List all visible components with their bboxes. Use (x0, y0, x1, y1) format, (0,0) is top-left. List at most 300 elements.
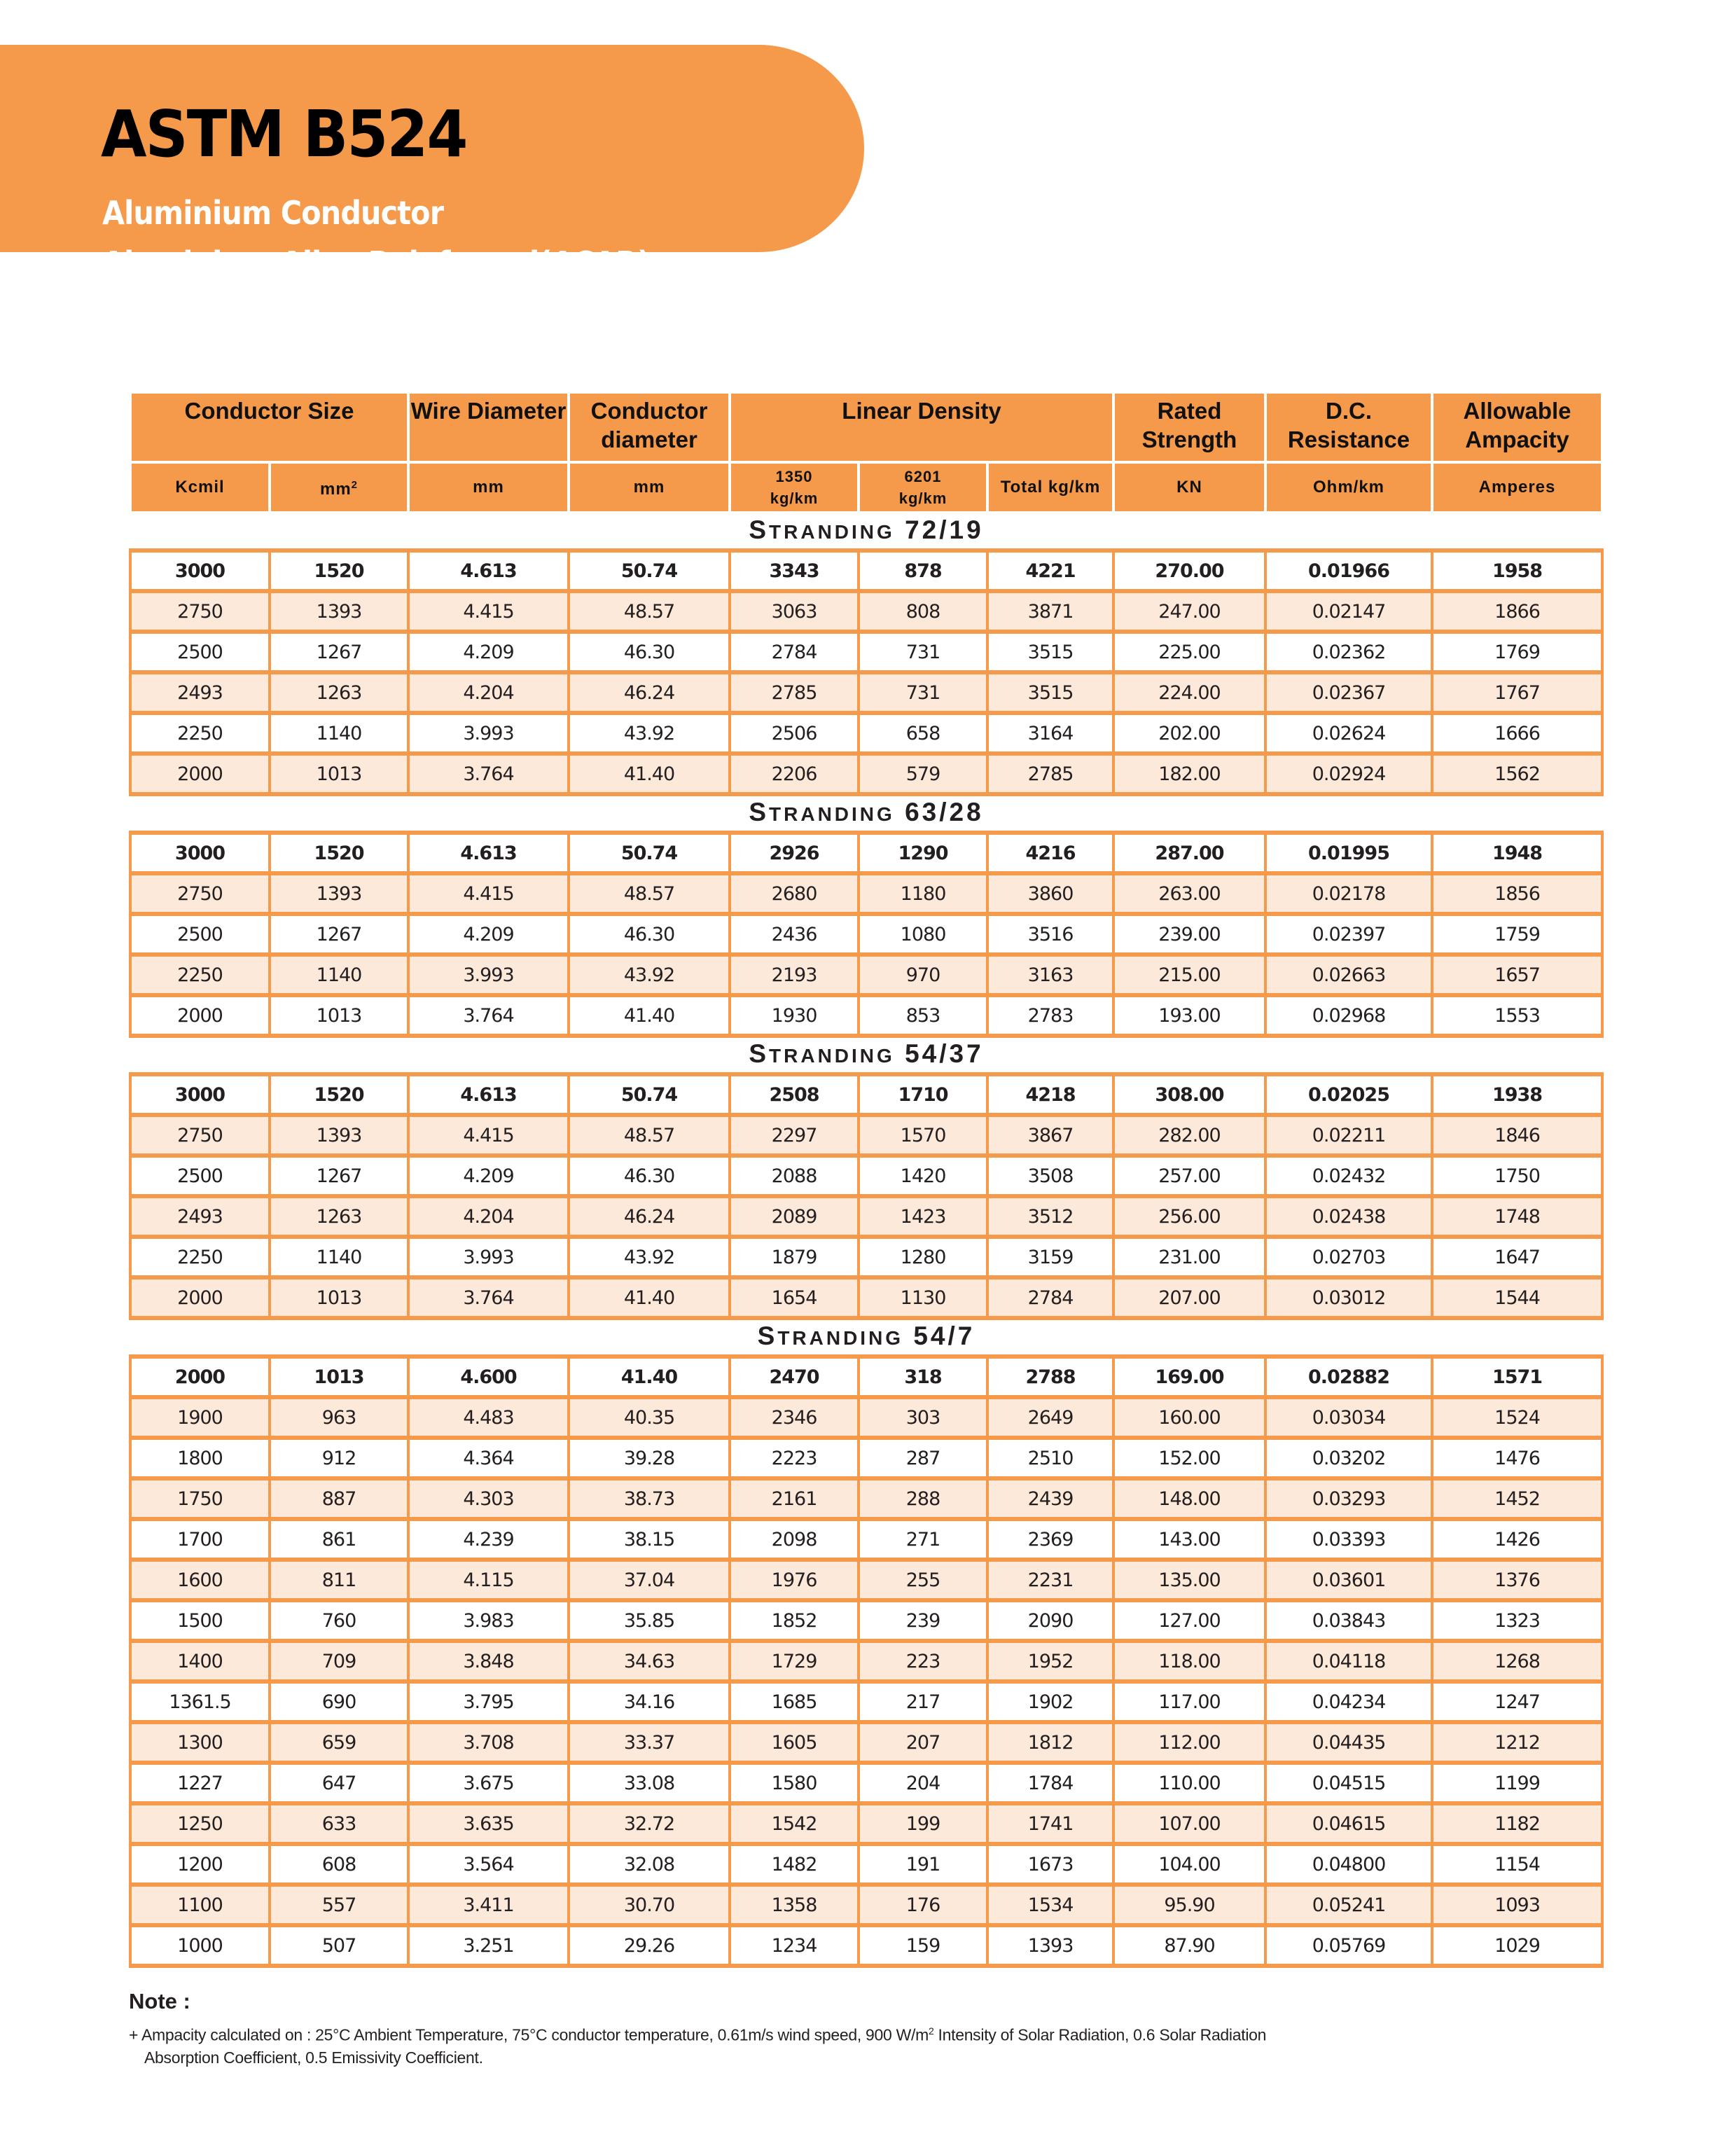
cell-dc-resistance: 0.02624 (1265, 713, 1432, 754)
cell-density-1350: 1976 (730, 1560, 859, 1600)
cell-mm2: 633 (270, 1803, 408, 1844)
cell-ampacity: 1199 (1432, 1763, 1602, 1803)
cell-conductor-diameter: 50.74 (569, 1074, 730, 1115)
cell-ampacity: 1750 (1432, 1156, 1602, 1196)
stranding-label-word: TRANDING (777, 1327, 904, 1349)
cell-density-total: 4218 (987, 1074, 1113, 1115)
stranding-label (130, 1318, 1602, 1357)
cell-ampacity: 1247 (1432, 1681, 1602, 1722)
cell-kcmil: 3000 (130, 833, 270, 873)
cell-mm2: 1267 (270, 632, 408, 672)
unit-kcmil: Kcmil (130, 462, 270, 513)
cell-ampacity: 1759 (1432, 914, 1602, 955)
cell-density-1350: 1605 (730, 1722, 859, 1763)
table-row (130, 1438, 1602, 1478)
cell-density-total: 3860 (987, 873, 1113, 914)
cell-wire-diameter: 3.411 (408, 1885, 569, 1925)
table-row (130, 955, 1602, 995)
cell-density-1350: 2223 (730, 1438, 859, 1478)
cell-density-1350: 2470 (730, 1357, 859, 1397)
stranding-label-initial: S (749, 515, 770, 544)
cell-ampacity: 1748 (1432, 1196, 1602, 1237)
unit-ohm: Ohm/km (1265, 462, 1432, 513)
cell-kcmil: 2750 (130, 591, 270, 632)
cell-density-1350: 1580 (730, 1763, 859, 1803)
cell-wire-diameter: 3.993 (408, 713, 569, 754)
cell-density-total: 3516 (987, 914, 1113, 955)
cell-density-1350: 2193 (730, 955, 859, 995)
table-row (130, 754, 1602, 794)
cell-wire-diameter: 4.204 (408, 672, 569, 713)
cell-conductor-diameter: 39.28 (569, 1438, 730, 1478)
cell-conductor-diameter: 48.57 (569, 1115, 730, 1156)
cell-density-1350: 2785 (730, 672, 859, 713)
cell-density-total: 2090 (987, 1600, 1113, 1641)
title-banner (0, 45, 864, 282)
stranding-label-number: 54/7 (913, 1322, 975, 1350)
cell-ampacity: 1154 (1432, 1844, 1602, 1885)
cell-conductor-diameter: 37.04 (569, 1560, 730, 1600)
cell-dc-resistance: 0.04435 (1265, 1722, 1432, 1763)
cell-dc-resistance: 0.03034 (1265, 1397, 1432, 1438)
cell-conductor-diameter: 32.08 (569, 1844, 730, 1885)
cell-dc-resistance: 0.02968 (1265, 995, 1432, 1036)
cell-ampacity: 1323 (1432, 1600, 1602, 1641)
cell-density-6201: 731 (859, 632, 987, 672)
cell-rated-strength: 118.00 (1113, 1641, 1265, 1681)
cell-conductor-diameter: 41.40 (569, 1277, 730, 1318)
page-title: ASTM B524 (101, 97, 467, 172)
table-row (130, 1196, 1602, 1237)
cell-ampacity: 1376 (1432, 1560, 1602, 1600)
cell-conductor-diameter: 33.37 (569, 1722, 730, 1763)
cell-rated-strength: 160.00 (1113, 1397, 1265, 1438)
cell-conductor-diameter: 46.30 (569, 632, 730, 672)
table-row (130, 1844, 1602, 1885)
cell-ampacity: 1846 (1432, 1115, 1602, 1156)
unit-1350-bottom: kg/km (770, 490, 819, 507)
table-row (130, 873, 1602, 914)
cell-rated-strength: 247.00 (1113, 591, 1265, 632)
cell-density-6201: 579 (859, 754, 987, 794)
cell-mm2: 507 (270, 1925, 408, 1966)
cell-density-total: 1902 (987, 1681, 1113, 1722)
stranding-label-word: TRANDING (769, 803, 895, 825)
cell-density-1350: 2436 (730, 914, 859, 955)
cell-mm2: 709 (270, 1641, 408, 1681)
cell-density-1350: 1930 (730, 995, 859, 1036)
cell-density-1350: 1729 (730, 1641, 859, 1681)
cell-rated-strength: 182.00 (1113, 754, 1265, 794)
cell-dc-resistance: 0.02397 (1265, 914, 1432, 955)
cell-rated-strength: 117.00 (1113, 1681, 1265, 1722)
cell-ampacity: 1524 (1432, 1397, 1602, 1438)
cell-conductor-diameter: 34.16 (569, 1681, 730, 1722)
stranding-label-initial: S (757, 1322, 778, 1350)
cell-density-6201: 1180 (859, 873, 987, 914)
cell-conductor-diameter: 38.73 (569, 1478, 730, 1519)
cell-density-1350: 2161 (730, 1478, 859, 1519)
cell-ampacity: 1544 (1432, 1277, 1602, 1318)
unit-conductor-mm: mm (569, 462, 730, 513)
unit-wire-mm: mm (408, 462, 569, 513)
cell-density-total: 3163 (987, 955, 1113, 995)
cell-kcmil: 1361.5 (130, 1681, 270, 1722)
cell-dc-resistance: 0.05769 (1265, 1925, 1432, 1966)
cell-density-6201: 318 (859, 1357, 987, 1397)
cell-kcmil: 2000 (130, 995, 270, 1036)
cell-density-total: 2369 (987, 1519, 1113, 1560)
unit-total: Total kg/km (987, 462, 1113, 513)
cell-mm2: 760 (270, 1600, 408, 1641)
cell-kcmil: 2000 (130, 754, 270, 794)
cell-density-total: 3515 (987, 672, 1113, 713)
cell-rated-strength: 225.00 (1113, 632, 1265, 672)
cell-ampacity: 1657 (1432, 955, 1602, 995)
cell-dc-resistance: 0.05241 (1265, 1885, 1432, 1925)
cell-rated-strength: 270.00 (1113, 550, 1265, 591)
cell-kcmil: 3000 (130, 1074, 270, 1115)
table-row (130, 1681, 1602, 1722)
cell-density-6201: 204 (859, 1763, 987, 1803)
cell-density-1350: 2297 (730, 1115, 859, 1156)
stranding-label-initial: S (749, 798, 770, 826)
cell-rated-strength: 308.00 (1113, 1074, 1265, 1115)
cell-density-1350: 2346 (730, 1397, 859, 1438)
cell-kcmil: 1400 (130, 1641, 270, 1681)
cell-density-total: 2510 (987, 1438, 1113, 1478)
cell-dc-resistance: 0.01995 (1265, 833, 1432, 873)
cell-density-total: 3867 (987, 1115, 1113, 1156)
cell-rated-strength: 224.00 (1113, 672, 1265, 713)
cell-conductor-diameter: 33.08 (569, 1763, 730, 1803)
cell-kcmil: 2000 (130, 1357, 270, 1397)
cell-density-total: 1393 (987, 1925, 1113, 1966)
cell-density-1350: 3063 (730, 591, 859, 632)
cell-ampacity: 1562 (1432, 754, 1602, 794)
cell-rated-strength: 104.00 (1113, 1844, 1265, 1885)
cell-dc-resistance: 0.03393 (1265, 1519, 1432, 1560)
cell-conductor-diameter: 43.92 (569, 1237, 730, 1277)
cell-dc-resistance: 0.02211 (1265, 1115, 1432, 1156)
cell-conductor-diameter: 29.26 (569, 1925, 730, 1966)
cell-mm2: 1140 (270, 1237, 408, 1277)
table-row (130, 1722, 1602, 1763)
cell-density-6201: 255 (859, 1560, 987, 1600)
cell-kcmil: 1750 (130, 1478, 270, 1519)
cell-wire-diameter: 4.115 (408, 1560, 569, 1600)
cell-density-6201: 1280 (859, 1237, 987, 1277)
cell-dc-resistance: 0.02362 (1265, 632, 1432, 672)
note-title: Note : (129, 1989, 190, 2013)
header-row-units (130, 462, 1602, 513)
cell-rated-strength: 239.00 (1113, 914, 1265, 955)
cell-rated-strength: 231.00 (1113, 1237, 1265, 1277)
cell-ampacity: 1666 (1432, 713, 1602, 754)
cell-rated-strength: 95.90 (1113, 1885, 1265, 1925)
stranding-section-header (130, 513, 1602, 550)
cell-density-1350: 2089 (730, 1196, 859, 1237)
note-line1-sup: 2 (928, 2025, 934, 2037)
cell-kcmil: 2500 (130, 914, 270, 955)
cell-wire-diameter: 4.239 (408, 1519, 569, 1560)
cell-density-6201: 159 (859, 1925, 987, 1966)
cell-ampacity: 1948 (1432, 833, 1602, 873)
cell-rated-strength: 215.00 (1113, 955, 1265, 995)
cell-rated-strength: 152.00 (1113, 1438, 1265, 1478)
cell-kcmil: 1000 (130, 1925, 270, 1966)
header-row-groups (130, 392, 1602, 462)
cell-density-6201: 239 (859, 1600, 987, 1641)
cell-mm2: 1013 (270, 754, 408, 794)
unit-mm2-base: mm (319, 480, 352, 499)
cell-density-total: 1534 (987, 1885, 1113, 1925)
table-row (130, 1560, 1602, 1600)
cell-ampacity: 1268 (1432, 1641, 1602, 1681)
cell-density-6201: 191 (859, 1844, 987, 1885)
cell-ampacity: 1769 (1432, 632, 1602, 672)
cell-ampacity: 1958 (1432, 550, 1602, 591)
header-conductor-diameter: Conductor diameter (569, 392, 730, 462)
cell-kcmil: 2250 (130, 1237, 270, 1277)
cell-density-total: 2788 (987, 1357, 1113, 1397)
cell-kcmil: 2500 (130, 1156, 270, 1196)
cell-conductor-diameter: 48.57 (569, 873, 730, 914)
cell-dc-resistance: 0.02703 (1265, 1237, 1432, 1277)
cell-conductor-diameter: 41.40 (569, 754, 730, 794)
cell-dc-resistance: 0.04800 (1265, 1844, 1432, 1885)
cell-mm2: 1520 (270, 833, 408, 873)
cell-mm2: 912 (270, 1438, 408, 1478)
cell-rated-strength: 202.00 (1113, 713, 1265, 754)
cell-wire-diameter: 4.303 (408, 1478, 569, 1519)
cell-wire-diameter: 4.613 (408, 550, 569, 591)
cell-ampacity: 1553 (1432, 995, 1602, 1036)
cell-density-6201: 1130 (859, 1277, 987, 1318)
header-allowable-ampacity: Allowable Ampacity (1432, 392, 1602, 462)
cell-density-total: 2231 (987, 1560, 1113, 1600)
cell-dc-resistance: 0.03202 (1265, 1438, 1432, 1478)
cell-rated-strength: 256.00 (1113, 1196, 1265, 1237)
stranding-label (130, 1036, 1602, 1074)
cell-density-6201: 223 (859, 1641, 987, 1681)
cell-mm2: 1013 (270, 1357, 408, 1397)
cell-density-1350: 2926 (730, 833, 859, 873)
header-linear-density: Linear Density (730, 392, 1113, 462)
cell-density-1350: 2506 (730, 713, 859, 754)
cell-wire-diameter: 3.675 (408, 1763, 569, 1803)
cell-density-1350: 1358 (730, 1885, 859, 1925)
cell-density-6201: 303 (859, 1397, 987, 1438)
table-row (130, 550, 1602, 591)
specification-table (129, 391, 1601, 1968)
table-row (130, 1074, 1602, 1115)
header-rated-strength: Rated Strength (1113, 392, 1265, 462)
cell-density-6201: 808 (859, 591, 987, 632)
cell-mm2: 1520 (270, 1074, 408, 1115)
stranding-label-initial: S (749, 1039, 770, 1068)
note-line2: Absorption Coefficient, 0.5 Emissivity Coefficient. (144, 2048, 483, 2067)
cell-dc-resistance: 0.04515 (1265, 1763, 1432, 1803)
cell-rated-strength: 107.00 (1113, 1803, 1265, 1844)
cell-wire-diameter: 3.764 (408, 995, 569, 1036)
cell-rated-strength: 169.00 (1113, 1357, 1265, 1397)
cell-density-6201: 853 (859, 995, 987, 1036)
cell-kcmil: 3000 (130, 550, 270, 591)
cell-kcmil: 2750 (130, 873, 270, 914)
cell-mm2: 1393 (270, 591, 408, 632)
cell-wire-diameter: 3.764 (408, 754, 569, 794)
cell-rated-strength: 135.00 (1113, 1560, 1265, 1600)
cell-wire-diameter: 3.983 (408, 1600, 569, 1641)
cell-mm2: 690 (270, 1681, 408, 1722)
cell-wire-diameter: 4.364 (408, 1438, 569, 1478)
cell-mm2: 887 (270, 1478, 408, 1519)
cell-ampacity: 1426 (1432, 1519, 1602, 1560)
cell-density-6201: 1290 (859, 833, 987, 873)
cell-density-1350: 1654 (730, 1277, 859, 1318)
cell-dc-resistance: 0.04118 (1265, 1641, 1432, 1681)
cell-density-total: 4216 (987, 833, 1113, 873)
cell-density-6201: 1710 (859, 1074, 987, 1115)
cell-density-1350: 3343 (730, 550, 859, 591)
unit-6201 (859, 462, 987, 513)
stranding-label-number: 72/19 (905, 515, 984, 544)
table-row (130, 1519, 1602, 1560)
cell-conductor-diameter: 46.24 (569, 672, 730, 713)
unit-6201-bottom: kg/km (898, 490, 947, 507)
cell-kcmil: 2500 (130, 632, 270, 672)
cell-conductor-diameter: 50.74 (569, 833, 730, 873)
unit-mm2 (270, 462, 408, 513)
table-row (130, 914, 1602, 955)
cell-density-6201: 731 (859, 672, 987, 713)
table-row (130, 1397, 1602, 1438)
note-section (129, 1988, 1599, 2069)
cell-density-total: 3159 (987, 1237, 1113, 1277)
cell-density-total: 1673 (987, 1844, 1113, 1885)
table-body (130, 513, 1602, 1966)
cell-mm2: 1140 (270, 955, 408, 995)
cell-mm2: 1393 (270, 873, 408, 914)
cell-rated-strength: 263.00 (1113, 873, 1265, 914)
table-row (130, 1277, 1602, 1318)
cell-wire-diameter: 3.993 (408, 955, 569, 995)
cell-ampacity: 1093 (1432, 1885, 1602, 1925)
cell-conductor-diameter: 43.92 (569, 955, 730, 995)
cell-density-1350: 2508 (730, 1074, 859, 1115)
cell-wire-diameter: 4.209 (408, 632, 569, 672)
cell-conductor-diameter: 38.15 (569, 1519, 730, 1560)
cell-kcmil: 1600 (130, 1560, 270, 1600)
cell-wire-diameter: 4.483 (408, 1397, 569, 1438)
cell-kcmil: 2493 (130, 672, 270, 713)
cell-rated-strength: 87.90 (1113, 1925, 1265, 1966)
table-row (130, 1478, 1602, 1519)
cell-wire-diameter: 4.613 (408, 1074, 569, 1115)
header-wire-diameter: Wire Diameter (408, 392, 569, 462)
cell-ampacity: 1452 (1432, 1478, 1602, 1519)
cell-wire-diameter: 4.415 (408, 1115, 569, 1156)
cell-density-6201: 1423 (859, 1196, 987, 1237)
cell-ampacity: 1029 (1432, 1925, 1602, 1966)
cell-conductor-diameter: 35.85 (569, 1600, 730, 1641)
cell-rated-strength: 287.00 (1113, 833, 1265, 873)
cell-density-total: 2649 (987, 1397, 1113, 1438)
cell-ampacity: 1182 (1432, 1803, 1602, 1844)
cell-density-6201: 199 (859, 1803, 987, 1844)
stranding-label-word: TRANDING (769, 521, 895, 543)
cell-wire-diameter: 4.600 (408, 1357, 569, 1397)
unit-6201-top: 6201 (904, 468, 942, 485)
cell-density-1350: 1542 (730, 1803, 859, 1844)
table-row (130, 591, 1602, 632)
cell-rated-strength: 282.00 (1113, 1115, 1265, 1156)
cell-ampacity: 1767 (1432, 672, 1602, 713)
cell-rated-strength: 110.00 (1113, 1763, 1265, 1803)
cell-wire-diameter: 3.564 (408, 1844, 569, 1885)
table-row (130, 1600, 1602, 1641)
table-row (130, 1156, 1602, 1196)
table-row (130, 1237, 1602, 1277)
cell-density-6201: 1420 (859, 1156, 987, 1196)
table-row (130, 1763, 1602, 1803)
cell-mm2: 659 (270, 1722, 408, 1763)
cell-conductor-diameter: 48.57 (569, 591, 730, 632)
cell-kcmil: 2750 (130, 1115, 270, 1156)
note-line1-b: Intensity of Solar Radiation, 0.6 Solar Radiation (933, 2025, 1267, 2044)
cell-density-6201: 1080 (859, 914, 987, 955)
cell-density-total: 1952 (987, 1641, 1113, 1681)
cell-wire-diameter: 4.415 (408, 591, 569, 632)
cell-wire-diameter: 3.848 (408, 1641, 569, 1681)
cell-conductor-diameter: 41.40 (569, 995, 730, 1036)
cell-dc-resistance: 0.01966 (1265, 550, 1432, 591)
cell-density-total: 3164 (987, 713, 1113, 754)
cell-wire-diameter: 4.415 (408, 873, 569, 914)
cell-density-1350: 2098 (730, 1519, 859, 1560)
cell-rated-strength: 193.00 (1113, 995, 1265, 1036)
cell-kcmil: 1900 (130, 1397, 270, 1438)
cell-conductor-diameter: 40.35 (569, 1397, 730, 1438)
cell-conductor-diameter: 46.30 (569, 914, 730, 955)
page-subtitle-line2: Aluminium Alloy Reinforced(ACAR) (102, 244, 651, 282)
cell-rated-strength: 127.00 (1113, 1600, 1265, 1641)
cell-dc-resistance: 0.04615 (1265, 1803, 1432, 1844)
cell-dc-resistance: 0.03601 (1265, 1560, 1432, 1600)
cell-density-1350: 1685 (730, 1681, 859, 1722)
table-row (130, 833, 1602, 873)
cell-conductor-diameter: 50.74 (569, 550, 730, 591)
cell-density-total: 3512 (987, 1196, 1113, 1237)
stranding-section-header (130, 1036, 1602, 1074)
cell-dc-resistance: 0.02178 (1265, 873, 1432, 914)
cell-dc-resistance: 0.02882 (1265, 1357, 1432, 1397)
cell-dc-resistance: 0.02147 (1265, 591, 1432, 632)
table-row (130, 672, 1602, 713)
note-line1-a: + Ampacity calculated on : 25°C Ambient Temperature, 75°C conductor temperature, 0.61m/s wind speed, 900 W/m (129, 2025, 929, 2044)
cell-ampacity: 1647 (1432, 1237, 1602, 1277)
cell-density-total: 1784 (987, 1763, 1113, 1803)
cell-wire-diameter: 3.251 (408, 1925, 569, 1966)
cell-density-6201: 176 (859, 1885, 987, 1925)
cell-conductor-diameter: 46.30 (569, 1156, 730, 1196)
cell-density-6201: 287 (859, 1438, 987, 1478)
cell-density-6201: 1570 (859, 1115, 987, 1156)
cell-kcmil: 1200 (130, 1844, 270, 1885)
cell-mm2: 557 (270, 1885, 408, 1925)
cell-kcmil: 2250 (130, 713, 270, 754)
